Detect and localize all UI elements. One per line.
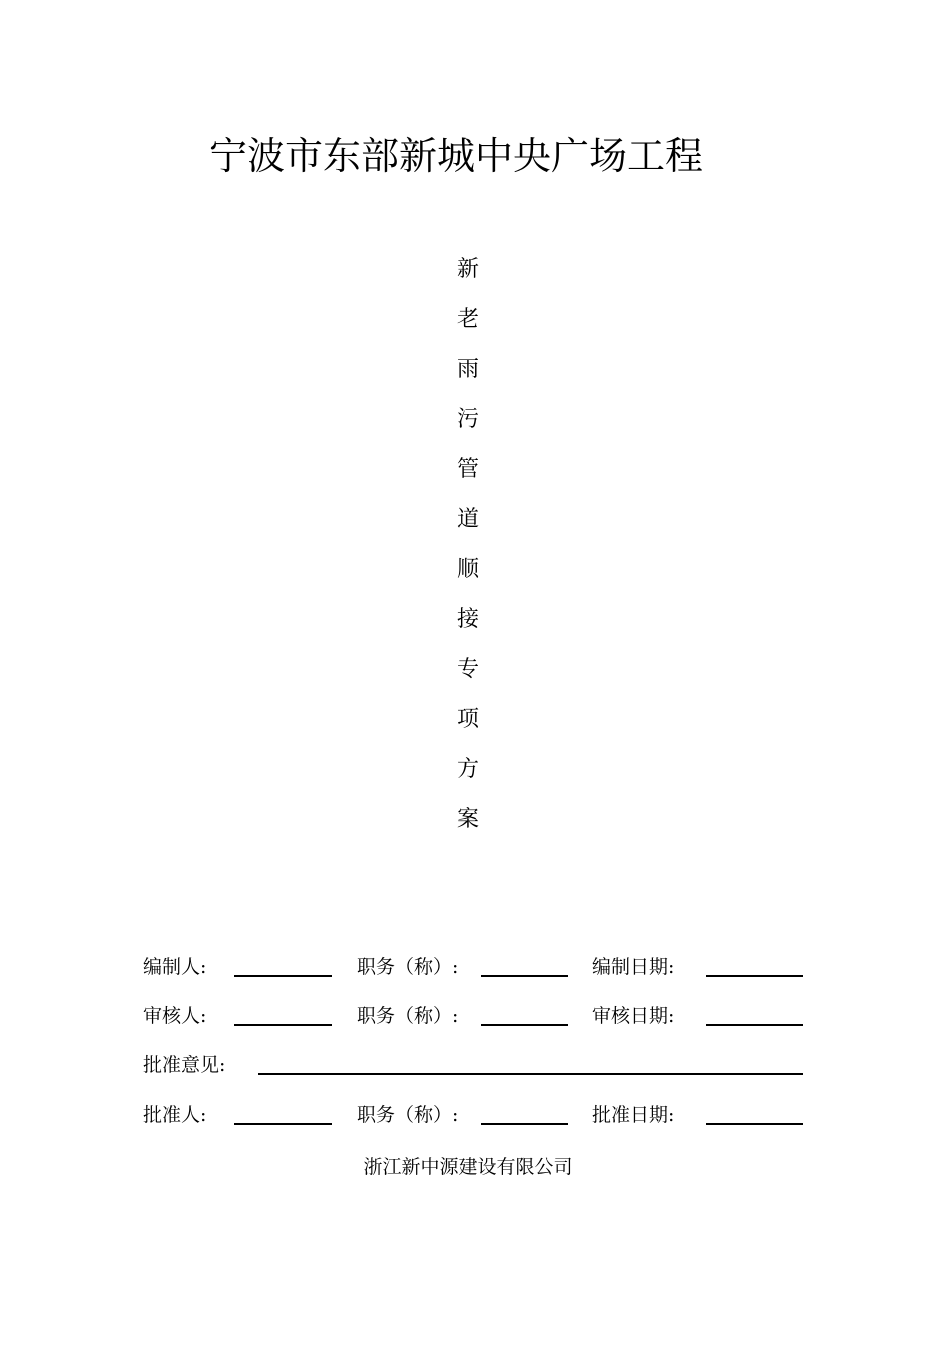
signature-row-compiler <box>0 950 950 984</box>
project-title: 宁波市东部新城中央广场工程 <box>208 134 703 178</box>
reviewer-signature-line[interactable] <box>234 1024 332 1026</box>
plan-title-char: 道 <box>456 507 479 532</box>
review-date-label: 审核日期: <box>592 1005 675 1027</box>
review-date-line[interactable] <box>706 1024 803 1026</box>
plan-title-char: 案 <box>456 807 479 832</box>
compiler-label: 编制人: <box>143 956 207 978</box>
approval-opinion-label: 批准意见: <box>143 1054 226 1076</box>
approval-opinion-line[interactable] <box>258 1073 803 1075</box>
plan-title-char: 接 <box>456 607 479 632</box>
plan-title-char: 老 <box>456 307 479 332</box>
plan-title-char: 顺 <box>456 557 479 582</box>
compile-date-label: 编制日期: <box>592 956 675 978</box>
approver-position-line[interactable] <box>481 1123 568 1125</box>
reviewer-position-line[interactable] <box>481 1024 568 1026</box>
reviewer-label: 审核人: <box>143 1005 207 1027</box>
plan-title-vertical <box>442 250 494 850</box>
plan-title-char: 污 <box>456 407 479 432</box>
signature-row-approval-opinion <box>0 1048 950 1082</box>
plan-title-char: 雨 <box>456 357 479 382</box>
approver-label: 批准人: <box>143 1104 207 1126</box>
signature-row-approver <box>0 1098 950 1132</box>
approver-signature-line[interactable] <box>234 1123 332 1125</box>
plan-title-char: 项 <box>456 707 479 732</box>
plan-title-char: 管 <box>456 457 479 482</box>
plan-title-char: 专 <box>456 657 479 682</box>
company-name: 浙江新中源建设有限公司 <box>363 1156 573 1178</box>
compiler-position-line[interactable] <box>481 975 568 977</box>
compiler-signature-line[interactable] <box>234 975 332 977</box>
compiler-position-label: 职务（称）: <box>357 956 459 978</box>
approve-date-line[interactable] <box>706 1123 803 1125</box>
signature-row-reviewer <box>0 999 950 1033</box>
approver-position-label: 职务（称）: <box>357 1104 459 1126</box>
plan-title-char: 方 <box>456 757 479 782</box>
plan-title-char: 新 <box>456 257 479 282</box>
approve-date-label: 批准日期: <box>592 1104 675 1126</box>
reviewer-position-label: 职务（称）: <box>357 1005 459 1027</box>
compile-date-line[interactable] <box>706 975 803 977</box>
